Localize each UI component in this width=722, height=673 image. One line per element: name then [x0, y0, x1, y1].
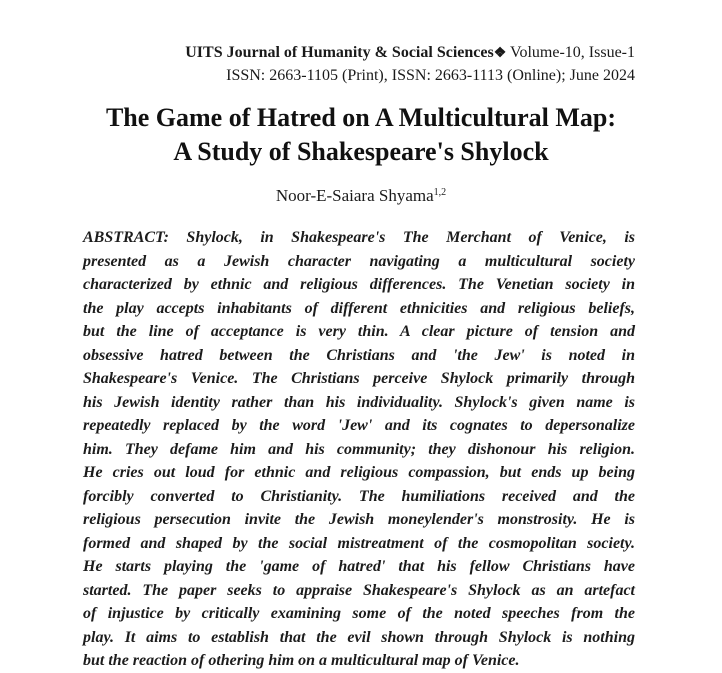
abstract-line: but the line of acceptance is very thin. A clear picture of tension and — [83, 323, 635, 340]
abstract-line: formed and shaped by the social mistreatment of the cosmopolitan society. — [83, 534, 635, 552]
abstract-line: repeatedly replaced by the word 'Jew' and its cognates to depersonalize — [83, 417, 635, 434]
paper-title-line1: The Game of Hatred on A Multicultural Map: — [105, 103, 617, 132]
diamond-ornament-icon: ❖ — [493, 46, 507, 61]
paper-title — [0, 101, 722, 169]
abstract — [83, 226, 635, 673]
author-name: Noor-E-Saiara Shyama — [275, 186, 434, 205]
abstract-line: Shakespeare's Venice. The Christians perceive Shylock primarily through — [83, 370, 635, 387]
abstract-line: characterized by ethnic and religious differences. The Venetian society in — [83, 276, 635, 293]
journal-header — [185, 42, 635, 87]
issn-line: ISSN: 2663-1105 (Print), ISSN: 2663-1113 (Online); June 2024 — [226, 67, 635, 84]
author-line — [0, 185, 722, 207]
abstract-line: forcibly converted to Christianity. The humiliations received and the — [83, 487, 635, 505]
abstract-line: He starts playing the 'game of hatred' that his fellow Christians have — [83, 558, 635, 575]
abstract-line: He cries out loud for ethnic and religious compassion, but ends up being — [83, 464, 635, 481]
abstract-line: the play accepts inhabitants of different ethnicities and religious beliefs, — [83, 299, 635, 317]
abstract-line: obsessive hatred between the Christians and 'the Jew' is noted in — [83, 346, 635, 364]
abstract-line: ABSTRACT: Shylock, in Shakespeare's The Merchant of Venice, is — [83, 229, 635, 246]
author-affiliation-marks: 1,2 — [433, 187, 447, 198]
abstract-line: his Jewish identity rather than his individuality. Shylock's given name is — [83, 393, 635, 411]
abstract-line: play. It aims to establish that the evil shown through Shylock is nothing — [83, 628, 635, 646]
journal-name: UITS Journal of Humanity & Social Sciences — [185, 44, 494, 61]
volume-issue: Volume-10, Issue-1 — [506, 44, 635, 61]
abstract-line: of injustice by critically examining some of the noted speeches from the — [83, 605, 635, 622]
paper-title-line2: A Study of Shakespeare's Shylock — [173, 137, 549, 166]
journal-header-line1 — [185, 42, 635, 65]
abstract-line: but the reaction of othering him on a multicultural map of Venice. — [83, 652, 520, 669]
abstract-line: him. They defame him and his community; they dishonour his religion. — [83, 440, 635, 458]
abstract-line: presented as a Jewish character navigating a multicultural society — [83, 252, 635, 270]
abstract-line: religious persecution invite the Jewish moneylender's monstrosity. He is — [83, 511, 635, 528]
abstract-line: started. The paper seeks to appraise Shakespeare's Shylock as an artefact — [83, 581, 635, 599]
